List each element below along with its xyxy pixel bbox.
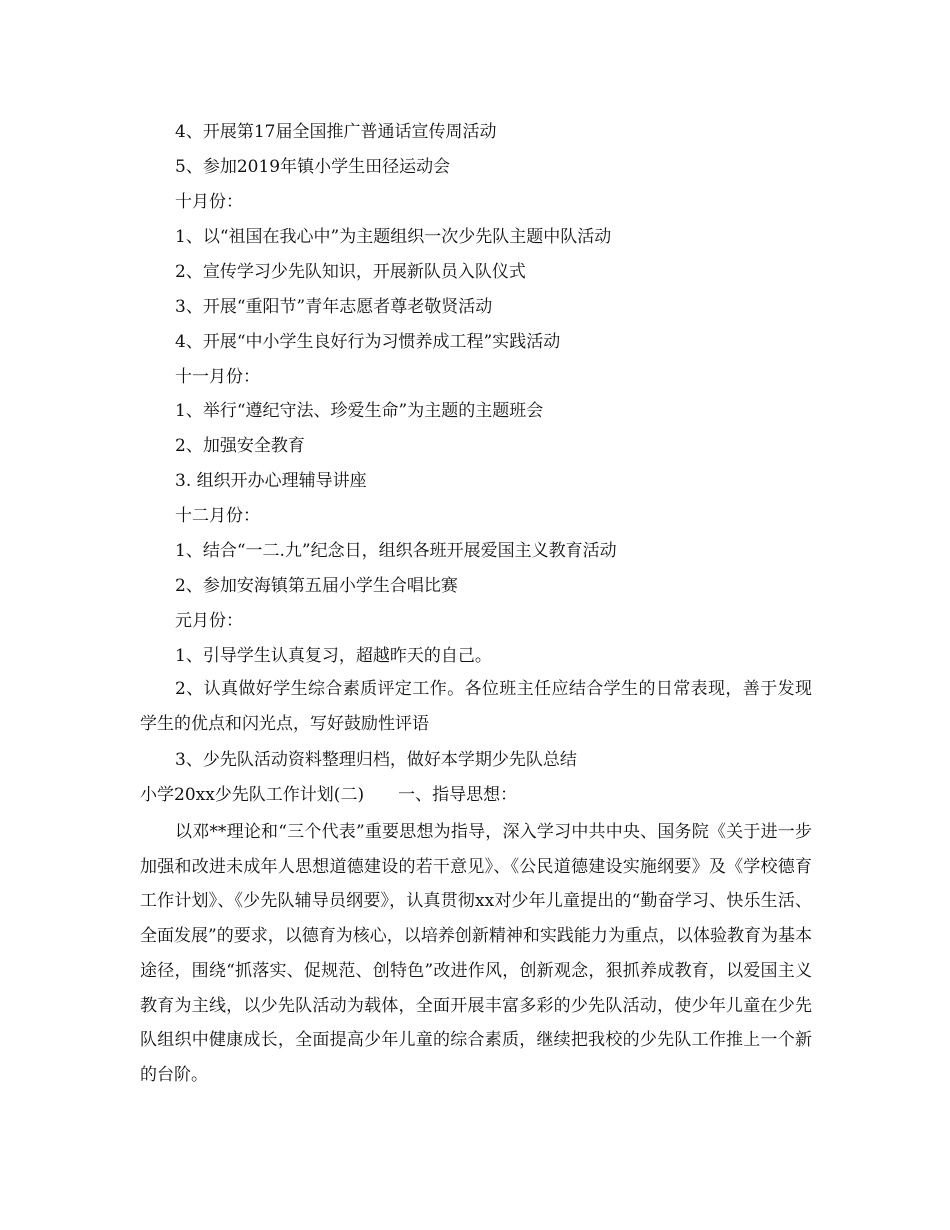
list-item-paragraph: 2、认真做好学生综合素质评定工作。各位班主任应结合学生的日常表现，善于发现学生的优点和闪光点，写好鼓励性评语 (140, 679, 812, 734)
list-item: 3、少先队活动资料整理归档，做好本学期少先队总结 (175, 750, 577, 770)
month-heading-january: 元月份： (175, 611, 243, 631)
list-item: 1、举行“遵纪守法、珍爱生命”为主题的主题班会 (175, 401, 544, 421)
list-item: 5、参加2019年镇小学生田径运动会 (175, 157, 451, 177)
list-item: 3、开展“重阳节”青年志愿者尊老敬贤活动 (175, 297, 493, 317)
list-item: 4、开展第17届全国推广普通话宣传周活动 (175, 122, 497, 142)
list-item: 3. 组织开办心理辅导讲座 (175, 471, 367, 491)
list-item: 4、开展“中小学生良好行为习惯养成工程”实践活动 (175, 332, 561, 352)
list-item: 2、宣传学习少先队知识，开展新队员入队仪式 (175, 262, 526, 282)
body-paragraph: 以邓**理论和“三个代表”重要思想为指导，深入学习中共中央、国务院《关于进一步加强和改进未成年人思想道德建设的若干意见》、《公民道德建设实施纲要》及《学校德育工作计划》、《少先队辅导员纲要》，认真贯彻xx对少年儿童提出的“勤奋学习、快乐生活、全面发展”的要求，以德育为核心，以培养创新精神和实践能力为重点，以体验教育为基本途径，围绕“抓落实、促规范、创特色”改进作风，创新观念，狠抓养成教育，以爱国主义教育为主线，以少先队活动为载体，全面开展丰富多彩的少先队活动，使少年儿童在少先队组织中健康成长，全面提高少年儿童的综合素质，继续把我校的少先队工作推上一个新的台阶。 (140, 822, 812, 1085)
list-item: 2、加强安全教育 (175, 436, 305, 456)
list-item: 2、参加安海镇第五届小学生合唱比赛 (175, 576, 458, 596)
month-heading-october: 十月份： (175, 192, 243, 212)
list-item: 1、结合“一二.九”纪念日，组织各班开展爱国主义教育活动 (175, 541, 617, 561)
list-item: 1、引导学生认真复习，超越昨天的自己。 (175, 646, 492, 666)
section-title: 小学20xx少先队工作计划(二) 一、指导思想： (140, 785, 518, 805)
month-heading-december: 十二月份： (175, 506, 260, 526)
list-item: 1、以“祖国在我心中”为主题组织一次少先队主题中队活动 (175, 227, 612, 247)
month-heading-november: 十一月份： (175, 367, 260, 387)
